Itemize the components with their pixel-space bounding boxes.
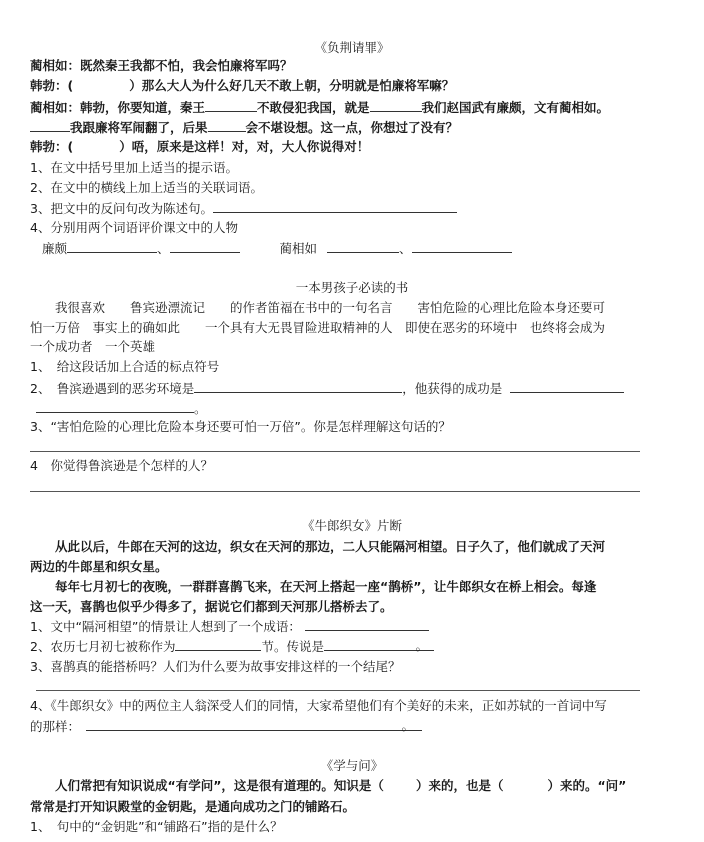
paragraph-line: 两边的牛郎星和织女星。 — [30, 559, 168, 574]
answer-blank[interactable] — [86, 718, 422, 731]
paragraph-line: 怕一万倍 事实上的确如此 一个具有大无畏冒险进取精神的人 即使在恶劣的环境中 也终将会成为 — [30, 320, 606, 335]
fill-blank[interactable] — [205, 99, 257, 112]
answer-blank[interactable] — [67, 240, 157, 253]
answer-blank[interactable] — [213, 200, 457, 213]
fill-blank[interactable] — [208, 119, 246, 132]
question-3: 3、喜鹊真的能搭桥吗？人们为什么要为故事安排这样的一个结尾？ — [30, 659, 401, 674]
answer-blank[interactable] — [194, 380, 402, 393]
paragraph-text: ）来的，也是（ — [415, 778, 504, 793]
dialogue-text: 蔺相如：韩勃，你要知道，秦王 — [30, 100, 206, 115]
dialogue-line — [30, 78, 454, 94]
answer-blank[interactable] — [170, 240, 240, 253]
question-4: 4、分别用两个词语评价课文中的人物 — [30, 220, 238, 235]
dialogue-text: 韩勃：( — [30, 139, 74, 154]
paragraph-line: 这一天，喜鹊也似乎少得多了，据说它们都到天河那儿搭桥去了。 — [30, 599, 393, 614]
dialogue-line — [30, 119, 458, 136]
answer-line[interactable] — [30, 491, 640, 492]
question-4-answers — [42, 240, 512, 257]
question-2 — [30, 638, 434, 655]
question-3 — [30, 200, 457, 217]
fill-blank[interactable] — [370, 99, 422, 112]
question-4: 4 你觉得鲁滨逊是个怎样的人？ — [30, 458, 213, 473]
question-text: 1、文中“隔河相望”的情景让人想到了一个成语： — [30, 619, 301, 634]
question-2: 2、在文中的横线上加上适当的关联词语。 — [30, 180, 263, 195]
person-label: 蔺相如 — [279, 241, 318, 256]
answer-line[interactable] — [36, 690, 640, 691]
question-4: 4、《牛郎织女》中的两位主人翁深受人们的同情，大家希望他们有个美好的未来，正如苏轼的一首词中写 — [30, 698, 607, 713]
question-text: 的那样： — [30, 719, 81, 734]
answer-blank[interactable] — [412, 240, 512, 253]
question-text: 2、农历七月初七被称作为 — [30, 639, 176, 654]
answer-blank[interactable] — [36, 400, 194, 413]
answer-blank[interactable] — [305, 618, 429, 631]
section-title-book: 一本男孩子必读的书 — [295, 280, 409, 295]
paragraph-text: 人们常把有知识说成“有学问”，这是很有道理的。知识是（ — [55, 778, 384, 793]
dialogue-line: 蔺相如：既然秦王我都不怕，我会怕廉将军吗？ — [30, 58, 293, 73]
paragraph-line: 我很喜欢 鲁宾逊漂流记 的作者笛福在书中的一句名言 害怕危险的心理比危险本身还要可 — [55, 300, 606, 315]
answer-blank[interactable] — [324, 638, 434, 651]
separator: 、 — [399, 241, 412, 256]
dialogue-text: 会不堪设想。这一点，你想过了没有？ — [245, 120, 459, 135]
answer-blank[interactable] — [175, 638, 261, 651]
question-text: ，他获得的成功是 — [402, 381, 503, 396]
paragraph-line: 每年七月初七的夜晚，一群群喜鹊飞来，在天河上搭起一座“鹊桥”，让牛郎织女在桥上相会。每逢 — [55, 579, 597, 594]
period: 。 — [194, 401, 207, 416]
paragraph-line — [30, 778, 626, 794]
dialogue-text: 不敢侵犯我国，就是 — [257, 100, 370, 115]
question-1: 1、 句中的“金钥匙”和“铺路石”指的是什么？ — [30, 819, 283, 834]
section-title-xueyuwen: 《学与问》 — [320, 758, 384, 773]
person-label: 廉颇 — [42, 241, 68, 256]
separator: 、 — [157, 241, 170, 256]
period: 。 — [401, 718, 415, 733]
dialogue-text: ）唔，原来是这样！对，对，大人你说得对！ — [119, 139, 370, 154]
dialogue-text: 韩勃：( — [30, 78, 74, 93]
question-1: 1、 给这段话加上合适的标点符号 — [30, 359, 220, 374]
paragraph-line: 一个成功者 一个英雄 — [30, 339, 156, 354]
period: 。 — [415, 638, 428, 653]
question-3: 3、“害怕危险的心理比危险本身还要可怕一万倍”。你是怎样理解这句话的？ — [30, 419, 451, 434]
dialogue-line — [30, 139, 369, 155]
question-text: 节。传说是 — [261, 639, 324, 654]
fill-blank[interactable] — [30, 119, 70, 132]
answer-blank[interactable] — [510, 380, 624, 393]
dialogue-text: ）那么大人为什么好几天不敢上朝，分明就是怕廉将军嘛？ — [129, 78, 455, 93]
paragraph-text: ）来的。“问” — [547, 778, 627, 793]
question-1 — [30, 618, 429, 635]
question-2 — [30, 380, 624, 397]
paragraph-line: 常常是打开知识殿堂的金钥匙，是通向成功之门的铺路石。 — [30, 799, 356, 814]
dialogue-text: 我跟廉将军闹翻了，后果 — [70, 120, 208, 135]
question-1: 1、在文中括号里加上适当的提示语。 — [30, 160, 238, 175]
dialogue-line — [30, 99, 609, 116]
answer-line[interactable] — [30, 451, 640, 452]
question-2-continued — [36, 400, 207, 417]
section-title-fujing: 《负荆请罪》 — [314, 40, 390, 55]
answer-blank[interactable] — [327, 240, 399, 253]
paragraph-line: 从此以后，牛郎在天河的这边，织女在天河的那边，二人只能隔河相望。日子久了，他们就成了天河 — [55, 539, 606, 554]
dialogue-text: 我们赵国武有廉颇，文有蔺相如。 — [421, 100, 610, 115]
question-text: 3、把文中的反问句改为陈述句。 — [30, 201, 213, 216]
question-4-continued — [30, 718, 422, 735]
section-title-niulang: 《牛郎织女》片断 — [301, 518, 402, 533]
question-text: 2、 鲁滨逊遇到的恶劣环境是 — [30, 381, 195, 396]
